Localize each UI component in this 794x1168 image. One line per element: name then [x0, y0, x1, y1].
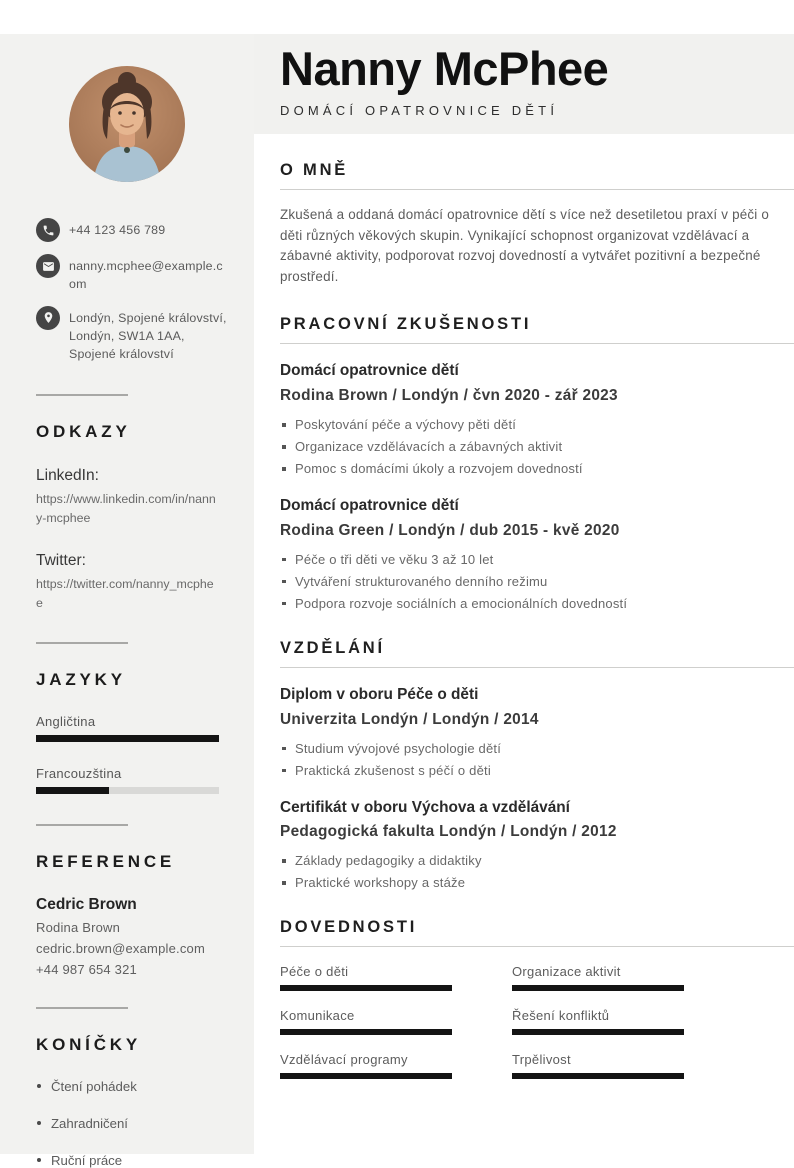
job-bullets — [280, 416, 770, 477]
skill-level-bar — [512, 1029, 684, 1035]
skill-item — [280, 1052, 452, 1079]
main-content — [254, 34, 794, 1079]
section-education — [254, 639, 794, 892]
education-entry — [280, 685, 770, 779]
profile-photo-image — [69, 66, 185, 182]
sidebar-divider — [36, 824, 128, 826]
hobbies-list — [36, 1079, 230, 1168]
header-band — [254, 34, 794, 134]
education-bullets — [280, 852, 770, 891]
reference-block — [36, 896, 230, 977]
skill-item — [280, 1008, 452, 1035]
experience-heading: PRACOVNÍ ZKUŠENOSTI — [280, 315, 532, 334]
skill-item — [512, 1008, 684, 1035]
skill-level-bar — [280, 1073, 452, 1079]
bullet-item: Organizace vzdělávacích a zábavných aktivit — [280, 438, 770, 455]
twitter-url[interactable]: https://twitter.com/nanny_mcphee — [36, 577, 214, 610]
education-entry — [280, 798, 770, 892]
bullet-item: Vytváření strukturovaného denního režimu — [280, 573, 770, 590]
education-bullets — [280, 740, 770, 779]
reference-name: Cedric Brown — [36, 896, 137, 914]
sidebar — [0, 34, 254, 1168]
sidebar-divider — [36, 642, 128, 644]
skill-name: Péče o děti — [280, 964, 349, 980]
skill-level-fill — [280, 1029, 452, 1035]
skills-grid — [280, 964, 794, 1079]
skill-name: Organizace aktivit — [512, 964, 621, 980]
bullet-item: Základy pedagogiky a didaktiky — [280, 852, 770, 869]
bullet-item: Poskytování péče a výchovy pěti dětí — [280, 416, 770, 433]
job-meta: Rodina Green / Londýn / dub 2015 - kvě 2020 — [280, 521, 620, 539]
language-item — [36, 766, 230, 794]
reference-phone: +44 987 654 321 — [36, 962, 137, 978]
languages-heading: JAZYKY — [36, 670, 126, 690]
job-title-text: Domácí opatrovnice dětí — [280, 497, 459, 515]
job-bullets — [280, 551, 770, 612]
section-rule — [280, 667, 794, 668]
reference-heading: REFERENCE — [36, 852, 176, 872]
contact-phone-row — [36, 218, 230, 242]
job-meta: Rodina Brown / Londýn / čvn 2020 - zář 2023 — [280, 387, 618, 405]
job-entry — [280, 496, 770, 612]
language-level-bar — [36, 735, 219, 742]
contact-section — [36, 218, 230, 364]
skill-level-fill — [512, 985, 684, 991]
skill-level-fill — [512, 1029, 684, 1035]
skill-name: Vzdělávací programy — [280, 1052, 408, 1068]
skill-level-fill — [280, 1073, 452, 1079]
about-heading: O MNĚ — [280, 160, 349, 179]
bullet-item: Pomoc s domácími úkoly a rozvojem dovedností — [280, 460, 770, 477]
email-icon — [36, 254, 60, 278]
hobby-item: Čtení pohádek — [36, 1079, 230, 1094]
hobbies-heading: KONÍČKY — [36, 1035, 141, 1055]
skill-level-bar — [512, 1073, 684, 1079]
skill-item — [280, 964, 452, 991]
profile-photo — [69, 66, 185, 182]
section-skills — [254, 918, 794, 1079]
skill-level-fill — [512, 1073, 684, 1079]
skill-item — [512, 964, 684, 991]
skill-name: Řešení konfliktů — [512, 1008, 610, 1024]
language-level-bar — [36, 787, 219, 794]
link-item-linkedin — [36, 467, 230, 527]
skill-level-bar — [280, 1029, 452, 1035]
job-title-text: Domácí opatrovnice dětí — [280, 362, 459, 380]
education-heading: VZDĚLÁNÍ — [280, 638, 385, 657]
language-name: Francouzština — [36, 766, 122, 782]
sidebar-divider — [36, 394, 128, 396]
skill-level-fill — [280, 985, 452, 991]
section-experience — [254, 315, 794, 612]
education-meta: Pedagogická fakulta Londýn / Londýn / 2012 — [280, 823, 617, 841]
bullet-item: Péče o tři děti ve věku 3 až 10 let — [280, 551, 770, 568]
bullet-item: Studium vývojové psychologie dětí — [280, 740, 770, 757]
reference-email: cedric.brown@example.com — [36, 941, 206, 957]
section-rule — [280, 946, 794, 947]
links-heading: ODKAZY — [36, 421, 131, 441]
skills-heading: DOVEDNOSTI — [280, 918, 418, 937]
contact-phone-text: +44 123 456 789 — [69, 223, 166, 237]
sidebar-divider — [36, 1007, 128, 1009]
contact-location-text: Londýn, Spojené království, Londýn, SW1A 1AA, Spojené království — [69, 310, 227, 361]
location-icon — [36, 306, 60, 330]
language-level-fill — [36, 735, 219, 742]
skill-item — [512, 1052, 684, 1079]
skill-name: Komunikace — [280, 1008, 355, 1024]
bullet-item: Praktické workshopy a stáže — [280, 874, 770, 891]
hobby-item: Ruční práce — [36, 1153, 230, 1168]
reference-relation: Rodina Brown — [36, 920, 121, 936]
bullet-item: Praktická zkušenost s péčí o děti — [280, 762, 770, 779]
linkedin-url[interactable]: https://www.linkedin.com/in/nanny-mcphee — [36, 491, 216, 525]
contact-email-text: nanny.mcphee@example.com — [69, 259, 223, 291]
link-label: Twitter: — [36, 552, 86, 570]
hobby-item: Zahradničení — [36, 1116, 230, 1131]
education-meta: Univerzita Londýn / Londýn / 2014 — [280, 710, 539, 728]
person-name: Nanny McPhee — [280, 42, 609, 95]
resume-page — [0, 34, 794, 1168]
skill-level-bar — [512, 985, 684, 991]
education-title-text: Certifikát v oboru Výchova a vzdělávání — [280, 798, 570, 816]
contact-email-row — [36, 254, 230, 294]
contact-location-row — [36, 306, 230, 364]
education-title-text: Diplom v oboru Péče o děti — [280, 685, 479, 703]
language-item — [36, 714, 230, 742]
section-about — [254, 161, 794, 289]
language-level-fill — [36, 787, 109, 794]
language-name: Angličtina — [36, 714, 96, 730]
section-rule — [280, 343, 794, 344]
skill-name: Trpělivost — [512, 1052, 571, 1068]
section-rule — [280, 189, 794, 190]
bullet-item: Podpora rozvoje sociálních a emocionálních dovedností — [280, 595, 770, 612]
job-title: DOMÁCÍ OPATROVNICE DĚTÍ — [280, 102, 559, 118]
phone-icon — [36, 218, 60, 242]
skill-level-bar — [280, 985, 452, 991]
job-entry — [280, 361, 770, 477]
link-label: LinkedIn: — [36, 466, 99, 484]
about-text: Zkušená a oddaná domácí opatrovnice dětí s více než desetiletou praxí v péči o děti různých věkových skupin. Vynikající schopnost organizovat vzdělávací a zábavné aktivity, podporovat rozvoj dovedností a vytvářet pozitivní a bezpečné prostředí. — [280, 206, 770, 285]
link-item-twitter — [36, 552, 230, 612]
